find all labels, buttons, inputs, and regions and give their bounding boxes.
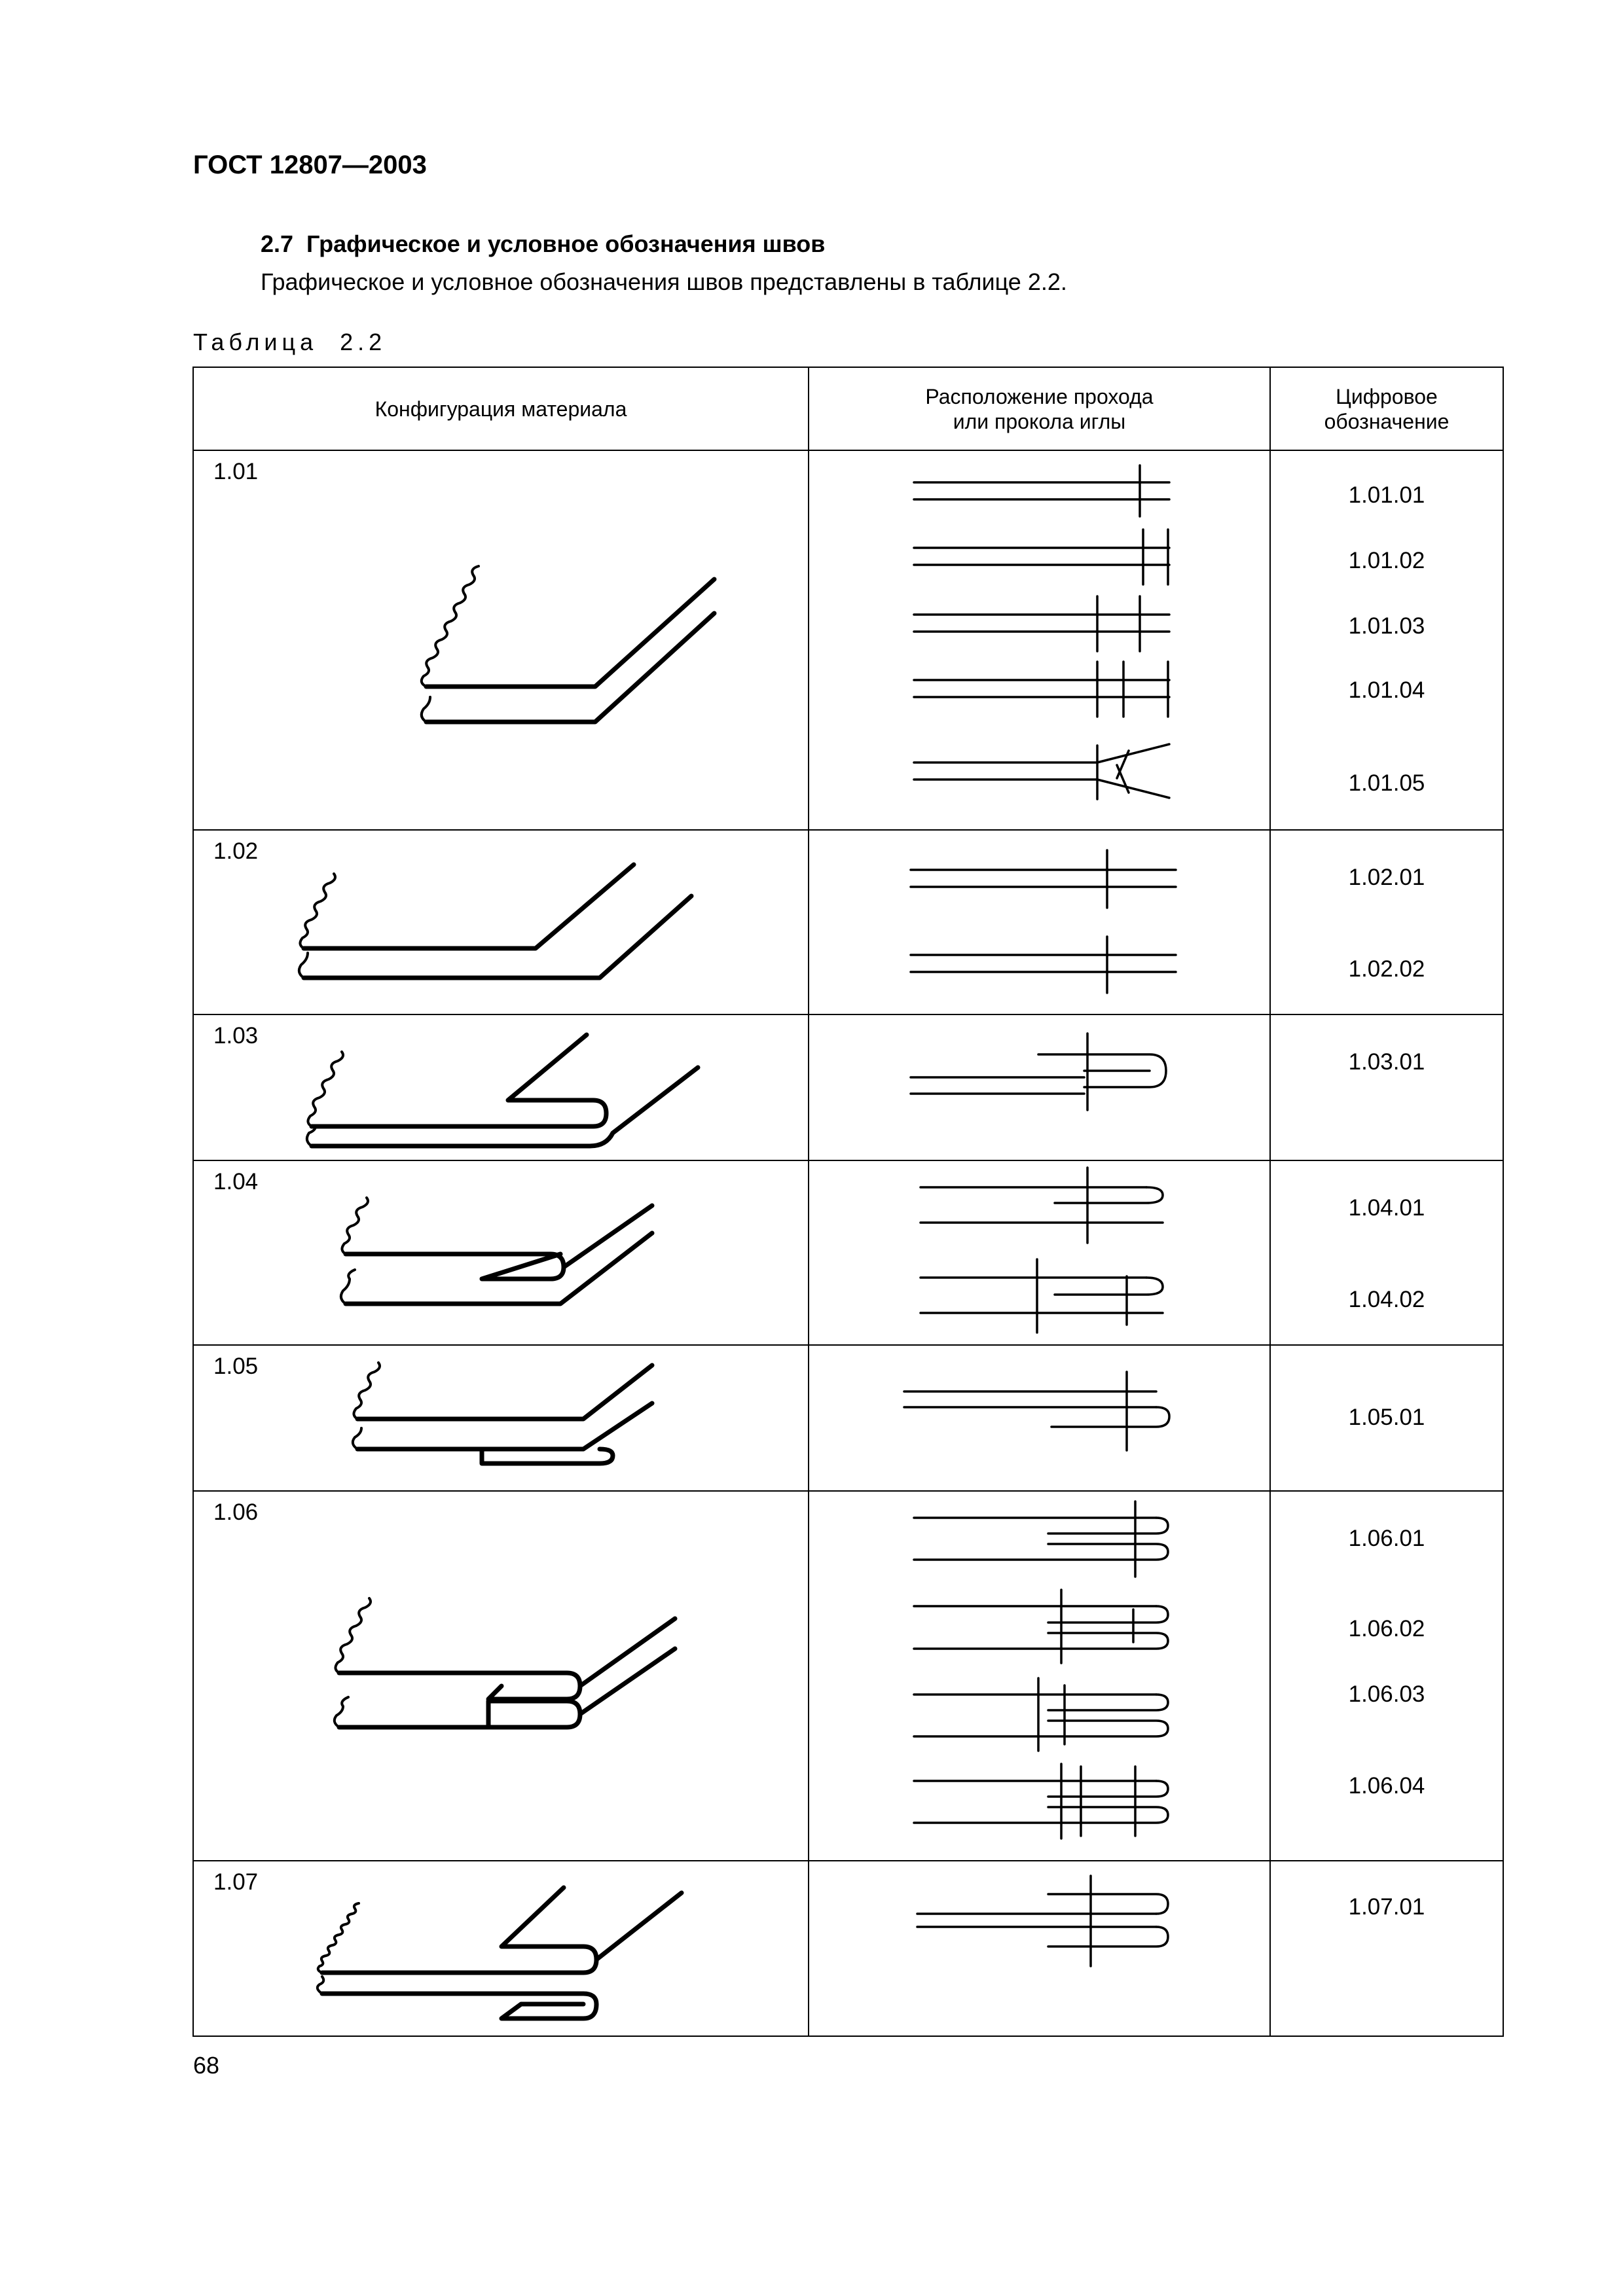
needle-position-cell xyxy=(809,1345,1270,1491)
table-row xyxy=(193,450,1503,830)
config-cell xyxy=(193,1160,809,1345)
table-row xyxy=(193,1491,1503,1861)
config-cell xyxy=(193,1491,809,1861)
table-row xyxy=(193,1160,1503,1345)
seam-code: 1.01.03 xyxy=(1348,613,1425,639)
table-row xyxy=(193,1861,1503,2036)
config-cell xyxy=(193,1861,809,2036)
stitch-diagram xyxy=(809,1492,1271,1861)
code-cell xyxy=(1270,1014,1503,1160)
needle-position-cell xyxy=(809,1861,1270,2036)
seam-code: 1.06.03 xyxy=(1348,1681,1425,1707)
seam-code: 1.06.04 xyxy=(1348,1773,1425,1799)
stitch-diagram xyxy=(809,1861,1271,2037)
stitch-diagram xyxy=(809,1015,1271,1161)
config-number: 1.02 xyxy=(213,838,259,864)
table-row xyxy=(193,1014,1503,1160)
needle-position-cell xyxy=(809,1160,1270,1345)
material-diagram xyxy=(194,1861,809,2037)
column-header-config: Конфигурация материала xyxy=(193,367,809,450)
config-number: 1.01 xyxy=(213,459,259,484)
config-number: 1.05 xyxy=(213,1354,259,1379)
seam-code: 1.06.01 xyxy=(1348,1526,1425,1551)
code-cell xyxy=(1270,1861,1503,2036)
material-diagram xyxy=(194,451,809,831)
stitch-diagram xyxy=(809,831,1271,1015)
seam-code: 1.02.01 xyxy=(1348,865,1425,890)
seam-code: 1.03.01 xyxy=(1348,1049,1425,1075)
needle-position-cell xyxy=(809,830,1270,1014)
code-cell xyxy=(1270,830,1503,1014)
config-cell xyxy=(193,450,809,830)
section-text: Графическое и условное обозначения швов представлены в таблице 2.2. xyxy=(261,268,1067,295)
stitch-diagram xyxy=(809,451,1271,831)
needle-position-cell xyxy=(809,450,1270,830)
seam-code: 1.01.02 xyxy=(1348,548,1425,573)
stitch-diagram xyxy=(809,1346,1271,1492)
seam-code: 1.04.01 xyxy=(1348,1195,1425,1221)
seam-code: 1.01.04 xyxy=(1348,677,1425,703)
page-number: 68 xyxy=(193,2052,220,2079)
seam-code: 1.01.05 xyxy=(1348,770,1425,796)
config-number: 1.06 xyxy=(213,1499,259,1525)
seam-code: 1.05.01 xyxy=(1348,1405,1425,1430)
material-diagram xyxy=(194,831,809,1015)
stitch-diagram xyxy=(809,1161,1271,1346)
config-number: 1.04 xyxy=(213,1169,259,1194)
code-cell xyxy=(1270,1491,1503,1861)
seam-code: 1.01.01 xyxy=(1348,482,1425,508)
table-caption: Таблица 2.2 xyxy=(193,329,387,355)
table-row xyxy=(193,1345,1503,1491)
seam-code: 1.07.01 xyxy=(1348,1894,1425,1920)
material-diagram xyxy=(194,1346,809,1492)
seam-code: 1.04.02 xyxy=(1348,1287,1425,1312)
seam-designation-table xyxy=(192,367,1504,2037)
config-cell xyxy=(193,830,809,1014)
config-cell xyxy=(193,1014,809,1160)
needle-position-cell xyxy=(809,1014,1270,1160)
table-row xyxy=(193,830,1503,1014)
code-cell xyxy=(1270,1345,1503,1491)
column-header-code: Цифровое обозначение xyxy=(1270,367,1503,450)
needle-position-cell xyxy=(809,1491,1270,1861)
code-cell xyxy=(1270,1160,1503,1345)
code-cell xyxy=(1270,450,1503,830)
section-heading: 2.7 Графическое и условное обозначения швов xyxy=(261,230,826,257)
material-diagram xyxy=(194,1492,809,1861)
seam-code: 1.02.02 xyxy=(1348,956,1425,982)
column-header-needle-position: Расположение прохода или прокола иглы xyxy=(809,367,1270,450)
material-diagram xyxy=(194,1161,809,1346)
config-cell xyxy=(193,1345,809,1491)
config-number: 1.07 xyxy=(213,1869,259,1895)
seam-code: 1.06.02 xyxy=(1348,1616,1425,1641)
material-diagram xyxy=(194,1015,809,1161)
document-title: ГОСТ 12807—2003 xyxy=(193,151,427,179)
config-number: 1.03 xyxy=(213,1023,259,1049)
